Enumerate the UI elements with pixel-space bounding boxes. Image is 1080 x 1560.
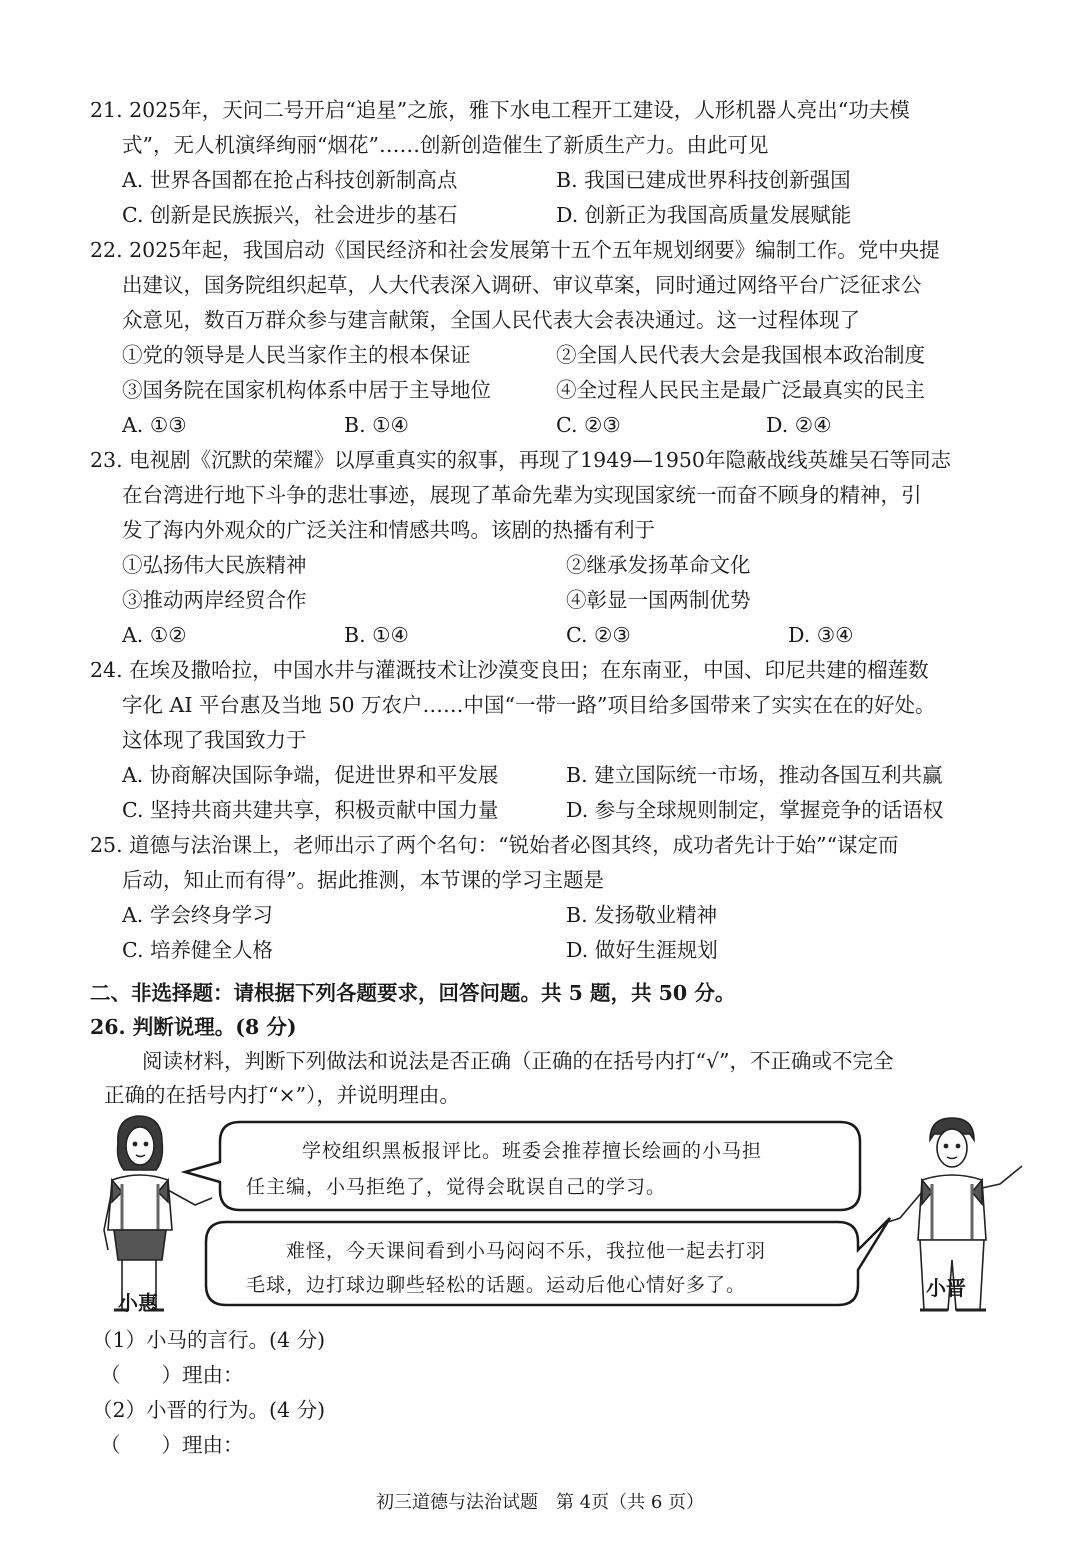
q21-option-d: D. 创新正为我国高质量发展赋能 <box>556 203 852 227</box>
bubble2-line2: 毛球，边打球边聊些轻松的话题。运动后他心情好多了。 <box>246 1274 747 1296</box>
q23-option-c: C. ②③ <box>566 623 631 647</box>
q25-option-a: A. 学会终身学习 <box>122 903 273 927</box>
q22-statement-2: ②全国人民代表大会是我国根本政治制度 <box>556 343 925 367</box>
q21-stem-line1: 21. 2025年，天问二号开启“追星”之旅，雅下水电工程开工建设，人形机器人亮出“功夫模 <box>90 98 910 122</box>
q23-option-b: B. ①④ <box>344 623 409 647</box>
q24-stem-line1: 24. 在埃及撒哈拉，中国水井与灌溉技术让沙漠变良田；在东南亚，中国、印尼共建的榴莲数 <box>90 658 929 682</box>
q23-statement-3: ③推动两岸经贸合作 <box>122 588 307 612</box>
q21-stem-line2: 式”，无人机演绎绚丽“烟花”……创新创造催生了新质生产力。由此可见 <box>122 133 769 157</box>
q22-option-b: B. ①④ <box>344 413 409 437</box>
q25-option-c: C. 培养健全人格 <box>122 938 273 962</box>
q25-option-d: D. 做好生涯规划 <box>566 938 718 962</box>
q22-statement-3: ③国务院在国家机构体系中居于主导地位 <box>122 378 491 402</box>
q23-statement-1: ①弘扬伟大民族精神 <box>122 553 307 577</box>
q23-statement-2: ②继承发扬革命文化 <box>566 553 751 577</box>
q24-stem-line2: 字化 AI 平台惠及当地 50 万农户……中国“一带一路”项目给多国带来了实实在在的好处。 <box>122 693 936 717</box>
q23-stem-line1: 23. 电视剧《沉默的荣耀》以厚重真实的叙事，再现了1949—1950年隐蔽战线英雄吴石等同志 <box>90 448 951 472</box>
q26-sub2: （2）小晋的行为。(4 分) <box>92 1398 326 1422</box>
q24-option-b: B. 建立国际统一市场，推动各国互利共赢 <box>566 763 943 787</box>
bubble2-line1: 难怪，今天课间看到小马闷闷不乐，我拉他一起去打羽 <box>286 1240 767 1262</box>
q22-option-a: A. ①③ <box>122 413 187 437</box>
q23-stem-line3: 发了海内外观众的广泛关注和情感共鸣。该剧的热播有利于 <box>122 518 655 542</box>
q24-option-a: A. 协商解决国际争端，促进世界和平发展 <box>122 763 499 787</box>
q26-sub1: （1）小马的言行。(4 分) <box>92 1328 326 1352</box>
girl-figure-icon <box>104 1116 212 1310</box>
q25-stem-line2: 后动，知止而有得”。据此推测，本节课的学习主题是 <box>122 868 604 892</box>
name-label-xiaojin: 小晋 <box>926 1276 966 1300</box>
name-label-xiaohui: 小惠 <box>118 1291 158 1315</box>
bubble1-line2: 任主编，小马拒绝了，觉得会耽误自己的学习。 <box>246 1176 667 1198</box>
q22-option-d: D. ②④ <box>766 413 832 437</box>
q22-stem-line2: 出建议，国务院组织起草，人大代表深入调研、审议草案，同时通过网络平台广泛征求公 <box>122 273 922 297</box>
q22-option-c: C. ②③ <box>556 413 621 437</box>
q26-instruction-line2: 正确的在括号内打“×”），并说明理由。 <box>104 1083 460 1107</box>
q23-statement-4: ④彰显一国两制优势 <box>566 588 751 612</box>
bubble1-line1: 学校组织黑板报评比。班委会推荐擅长绘画的小马担 <box>302 1140 763 1162</box>
q26-title: 26. 判断说理。(8 分) <box>90 1015 297 1039</box>
q21-option-a: A. 世界各国都在抢占科技创新制高点 <box>122 168 458 192</box>
q26-instruction-line1: 阅读材料，判断下列做法和说法是否正确（正确的在括号内打“√”，不正确或不完全 <box>142 1049 894 1073</box>
page-footer: 初三道德与法治试题 第 4页（共 6 页） <box>375 1492 705 1513</box>
q22-statement-4: ④全过程人民民主是最广泛最真实的民主 <box>556 378 925 402</box>
q25-option-b: B. 发扬敬业精神 <box>566 903 718 927</box>
q21-option-b: B. 我国已建成世界科技创新强国 <box>556 168 851 192</box>
q24-option-d: D. 参与全球规则制定，掌握竞争的话语权 <box>566 798 944 822</box>
q24-option-c: C. 坚持共商共建共享，积极贡献中国力量 <box>122 798 499 822</box>
q21-option-c: C. 创新是民族振兴，社会进步的基石 <box>122 203 458 227</box>
q23-option-d: D. ③④ <box>788 623 854 647</box>
section2-heading: 二、非选择题：请根据下列各题要求，回答问题。共 5 题，共 50 分。 <box>90 981 736 1005</box>
q22-statement-1: ①党的领导是人民当家作主的根本保证 <box>122 343 471 367</box>
q22-stem-line3: 众意见，数百万群众参与建言献策，全国人民代表大会表决通过。这一过程体现了 <box>122 308 860 332</box>
q25-stem-line1: 25. 道德与法治课上，老师出示了两个名句：“锐始者必图其终，成功者先计于始”“谋定而 <box>90 833 899 857</box>
q26-sub2-answer[interactable]: （ ）理由： <box>100 1433 244 1457</box>
q26-sub1-answer[interactable]: （ ）理由： <box>100 1363 244 1387</box>
q23-option-a: A. ①② <box>122 623 187 647</box>
q23-stem-line2: 在台湾进行地下斗争的悲壮事迹，展现了革命先辈为实现国家统一而奋不顾身的精神，引 <box>122 483 922 507</box>
q24-stem-line3: 这体现了我国致力于 <box>122 728 307 752</box>
q22-stem-line1: 22. 2025年起，我国启动《国民经济和社会发展第十五个五年规划纲要》编制工作。党中央提 <box>90 238 940 262</box>
